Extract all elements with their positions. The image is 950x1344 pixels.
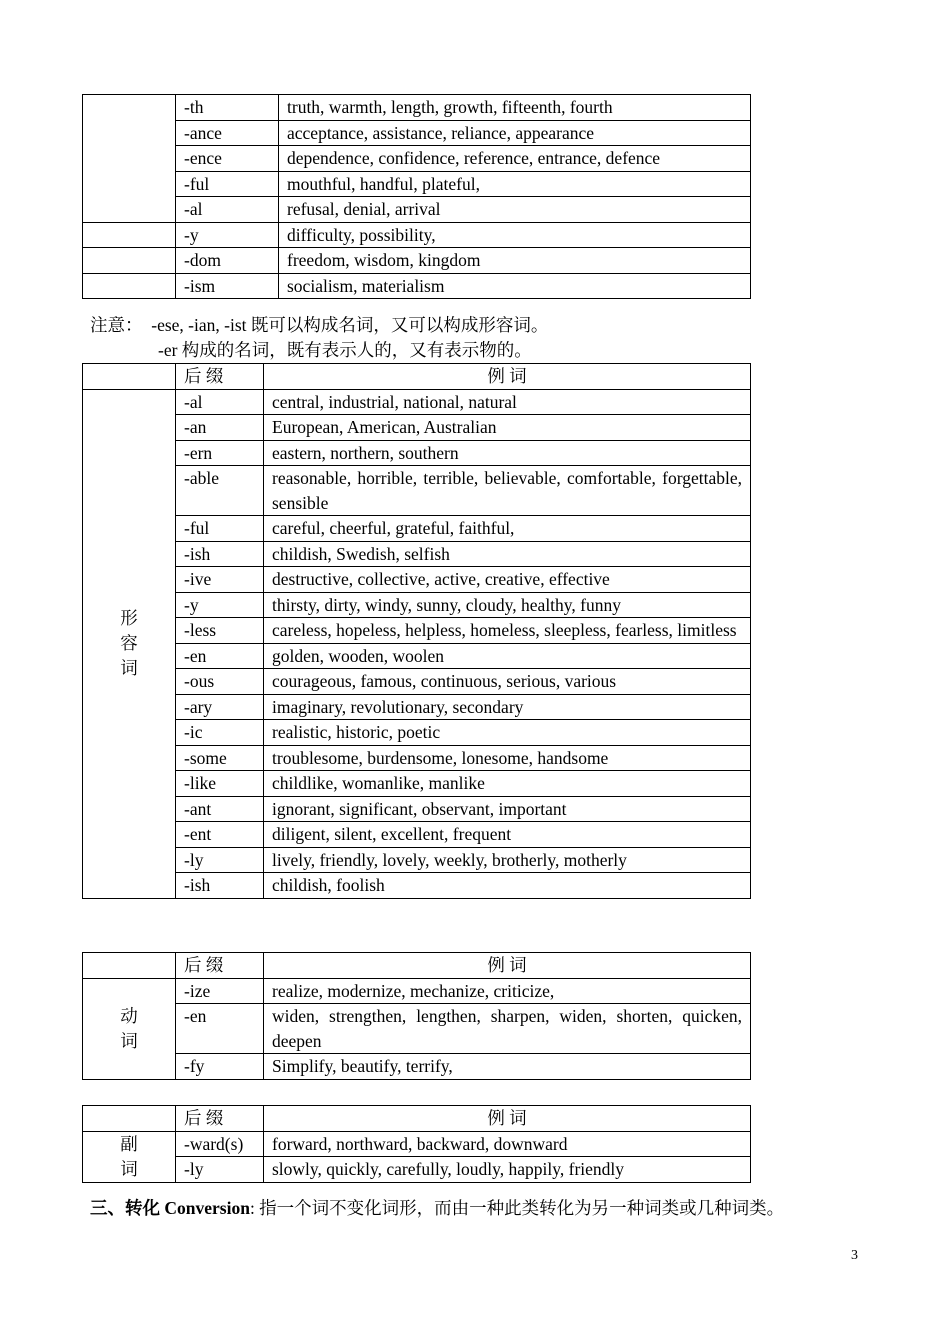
- suffix-cell: -ize: [176, 978, 264, 1004]
- table-row: [83, 466, 751, 516]
- adverb-suffix-table: [82, 1105, 751, 1183]
- examples-cell: dependence, confidence, reference, entrance, defence: [279, 146, 751, 172]
- suffix-cell: -fy: [176, 1054, 264, 1080]
- examples-cell: imaginary, revolutionary, secondary: [264, 694, 751, 720]
- suffix-cell: -ence: [176, 146, 279, 172]
- table-row: [83, 873, 751, 899]
- adjective-suffix-table: [82, 363, 751, 899]
- examples-cell: refusal, denial, arrival: [279, 197, 751, 223]
- examples-cell: reasonable, horrible, terrible, believable, comfortable, forgettable, sensible: [264, 466, 751, 516]
- suffix-cell: -ly: [176, 847, 264, 873]
- category-label: 形容词: [120, 608, 138, 678]
- page-number: 3: [851, 1248, 858, 1263]
- table-row: [83, 95, 751, 121]
- table-row: [83, 618, 751, 644]
- examples-cell: forward, northward, backward, downward: [264, 1131, 751, 1157]
- suffix-cell: -ward(s): [176, 1131, 264, 1157]
- table-row: [83, 389, 751, 415]
- suffix-cell: -al: [176, 197, 279, 223]
- table-row: [83, 222, 751, 248]
- header-suffix: 后 缀: [176, 953, 264, 979]
- table-row: [83, 516, 751, 542]
- table-row: [83, 796, 751, 822]
- table-row: [83, 822, 751, 848]
- table-row: [83, 120, 751, 146]
- category-cell: [83, 389, 176, 898]
- header-blank-cell: [83, 364, 176, 390]
- header-blank-cell: [83, 1106, 176, 1132]
- examples-cell: childish, foolish: [264, 873, 751, 899]
- examples-cell: Simplify, beautify, terrify,: [264, 1054, 751, 1080]
- header-examples: 例 词: [264, 1106, 751, 1132]
- suffix-cell: -ous: [176, 669, 264, 695]
- examples-cell: careless, hopeless, helpless, homeless, sleepless, fearless, limitless: [264, 618, 751, 644]
- header-suffix: 后 缀: [176, 1106, 264, 1132]
- examples-cell: slowly, quickly, carefully, loudly, happily, friendly: [264, 1157, 751, 1183]
- category-label: 副词: [120, 1133, 138, 1179]
- table-row: [83, 567, 751, 593]
- table-row: [83, 248, 751, 274]
- suffix-cell: -en: [176, 643, 264, 669]
- table-row: [83, 1157, 751, 1183]
- verb-suffix-table: [82, 952, 751, 1080]
- suffix-cell: -ish: [176, 541, 264, 567]
- table-row: [83, 847, 751, 873]
- suffix-cell: -al: [176, 389, 264, 415]
- note-line-2: -er 构成的名词，既有表示人的，又有表示物的。: [158, 340, 532, 360]
- header-blank-cell: [83, 953, 176, 979]
- suffix-cell: -en: [176, 1004, 264, 1054]
- examples-cell: childish, Swedish, selfish: [264, 541, 751, 567]
- suffix-cell: -dom: [176, 248, 279, 274]
- suffix-cell: -like: [176, 771, 264, 797]
- examples-cell: eastern, northern, southern: [264, 440, 751, 466]
- examples-cell: destructive, collective, active, creative, effective: [264, 567, 751, 593]
- examples-cell: troublesome, burdensome, lonesome, handsome: [264, 745, 751, 771]
- examples-cell: courageous, famous, continuous, serious, various: [264, 669, 751, 695]
- examples-cell: golden, wooden, woolen: [264, 643, 751, 669]
- examples-cell: childlike, womanlike, manlike: [264, 771, 751, 797]
- examples-cell: thirsty, dirty, windy, sunny, cloudy, healthy, funny: [264, 592, 751, 618]
- table-row: [83, 415, 751, 441]
- suffix-cell: -ish: [176, 873, 264, 899]
- examples-cell: diligent, silent, excellent, frequent: [264, 822, 751, 848]
- note-line-1: 注意： -ese, -ian, -ist 既可以构成名词，又可以构成形容词。: [90, 315, 549, 335]
- category-cell: [83, 95, 176, 223]
- table-row: [83, 171, 751, 197]
- suffix-cell: -ern: [176, 440, 264, 466]
- suffix-cell: -y: [176, 592, 264, 618]
- table-row: [83, 1004, 751, 1054]
- table-row: [83, 720, 751, 746]
- table-row: [83, 771, 751, 797]
- suffix-cell: -ful: [176, 171, 279, 197]
- table-row: [83, 1131, 751, 1157]
- examples-cell: central, industrial, national, natural: [264, 389, 751, 415]
- examples-cell: truth, warmth, length, growth, fifteenth, fourth: [279, 95, 751, 121]
- suffix-cell: -some: [176, 745, 264, 771]
- examples-cell: freedom, wisdom, kingdom: [279, 248, 751, 274]
- suffix-cell: -th: [176, 95, 279, 121]
- header-examples: 例 词: [264, 953, 751, 979]
- examples-cell: ignorant, significant, observant, important: [264, 796, 751, 822]
- suffix-cell: -ic: [176, 720, 264, 746]
- examples-cell: acceptance, assistance, reliance, appearance: [279, 120, 751, 146]
- examples-cell: realize, modernize, mechanize, criticize,: [264, 978, 751, 1004]
- suffix-cell: -able: [176, 466, 264, 516]
- table-row: [83, 592, 751, 618]
- examples-cell: mouthful, handful, plateful,: [279, 171, 751, 197]
- suffix-cell: -ant: [176, 796, 264, 822]
- table-header-row: [83, 1106, 751, 1132]
- examples-cell: difficulty, possibility,: [279, 222, 751, 248]
- suffix-cell: -less: [176, 618, 264, 644]
- table-row: [83, 197, 751, 223]
- suffix-cell: -ly: [176, 1157, 264, 1183]
- category-label: 动词: [120, 1005, 138, 1051]
- table-row: [83, 541, 751, 567]
- examples-cell: socialism, materialism: [279, 273, 751, 299]
- examples-cell: careful, cheerful, grateful, faithful,: [264, 516, 751, 542]
- examples-cell: lively, friendly, lovely, weekly, brotherly, motherly: [264, 847, 751, 873]
- table-header-row: [83, 953, 751, 979]
- table-row: [83, 643, 751, 669]
- suffix-cell: -ism: [176, 273, 279, 299]
- table-row: [83, 1054, 751, 1080]
- examples-cell: widen, strengthen, lengthen, sharpen, widen, shorten, quicken, deepen: [264, 1004, 751, 1054]
- suffix-cell: -ive: [176, 567, 264, 593]
- table-row: [83, 745, 751, 771]
- table-row: [83, 440, 751, 466]
- suffix-cell: -an: [176, 415, 264, 441]
- section-3-text: : 指一个词不变化词形，而由一种此类转化为另一种词类或几种词类。: [249, 1198, 785, 1218]
- table-row: [83, 146, 751, 172]
- header-examples: 例 词: [264, 364, 751, 390]
- category-cell: [83, 1131, 176, 1182]
- noun-suffix-table: [82, 94, 751, 299]
- examples-cell: realistic, historic, poetic: [264, 720, 751, 746]
- table-row: [83, 669, 751, 695]
- category-cell: [83, 978, 176, 1079]
- table-header-row: [83, 364, 751, 390]
- header-suffix: 后 缀: [176, 364, 264, 390]
- category-cell: [83, 248, 176, 274]
- category-cell: [83, 273, 176, 299]
- table-row: [83, 978, 751, 1004]
- table-row: [83, 694, 751, 720]
- suffix-cell: -ful: [176, 516, 264, 542]
- table-row: [83, 273, 751, 299]
- suffix-cell: -ent: [176, 822, 264, 848]
- examples-cell: European, American, Australian: [264, 415, 751, 441]
- suffix-cell: -ary: [176, 694, 264, 720]
- category-cell: [83, 222, 176, 248]
- suffix-cell: -y: [176, 222, 279, 248]
- suffix-cell: -ance: [176, 120, 279, 146]
- section-3-heading: [90, 1195, 784, 1221]
- section-3-title: 三、转化 Conversion: [90, 1198, 250, 1218]
